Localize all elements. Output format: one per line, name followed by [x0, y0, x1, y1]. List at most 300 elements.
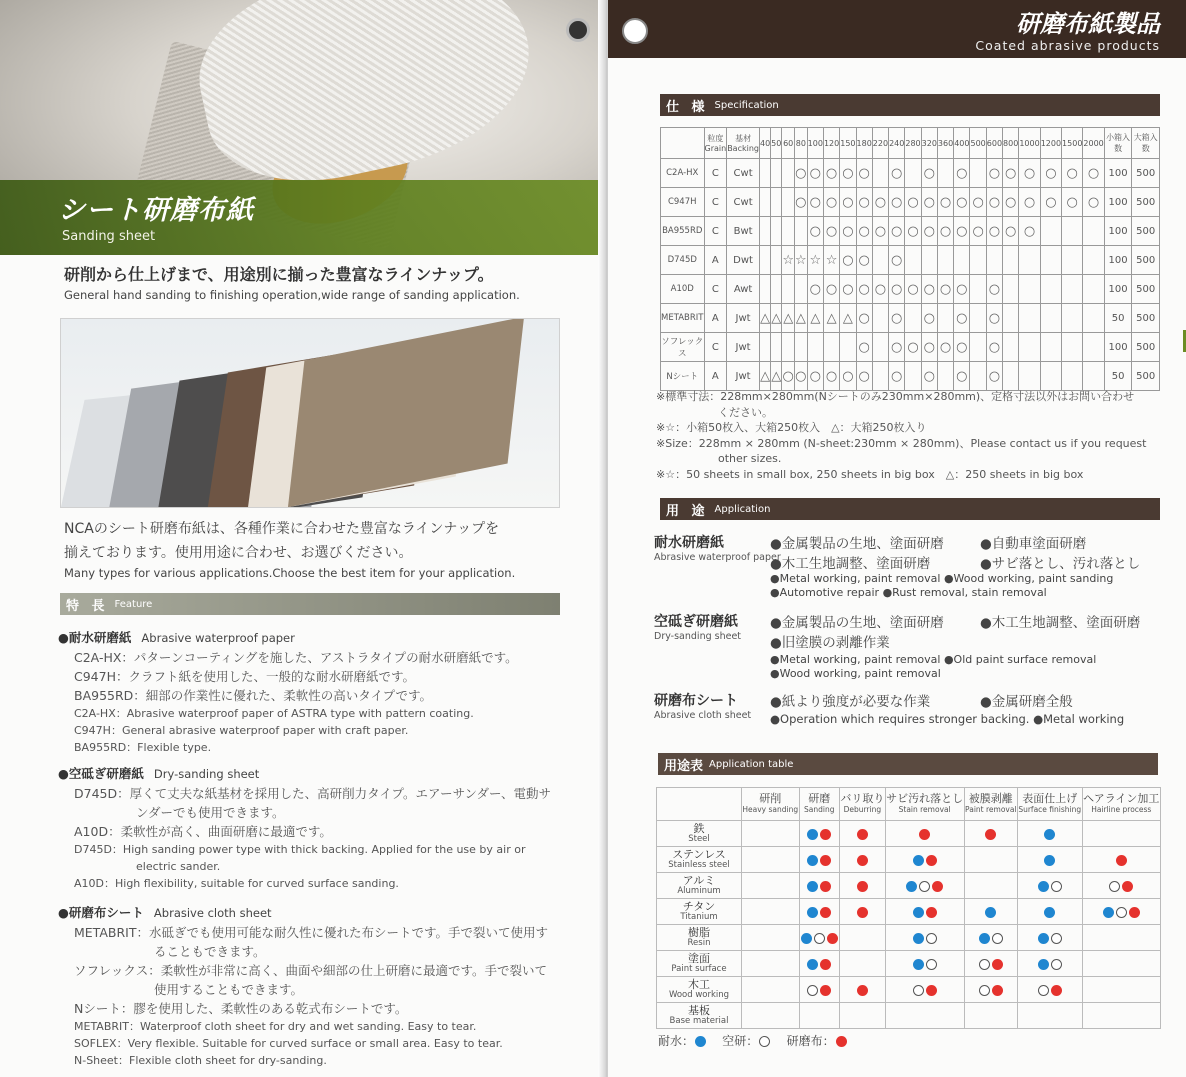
right-page: [608, 0, 1186, 1077]
material-jp: 基板: [688, 1003, 710, 1017]
grit-availability: [782, 275, 795, 304]
suitability-cell: [840, 899, 886, 925]
grit-availability: ○: [872, 275, 888, 304]
note-line: ください。: [718, 405, 773, 419]
grit-availability: ○: [986, 217, 1002, 246]
grit-availability: ○: [807, 159, 823, 188]
white-dot-icon: [1116, 907, 1127, 918]
material-en: Steel: [688, 833, 710, 844]
grit-availability: ○: [795, 362, 808, 391]
grit-availability: ○: [823, 159, 839, 188]
red-dot-icon: [857, 855, 868, 866]
grit-availability: △: [807, 304, 823, 333]
blue-dot-icon: [695, 1036, 706, 1047]
grit-availability: ○: [856, 275, 872, 304]
grit-availability: ○: [795, 159, 808, 188]
white-dot-icon: [926, 959, 937, 970]
suitability-cell: [742, 951, 800, 977]
grit-availability: ○: [1062, 188, 1083, 217]
feature-section-bar: [60, 593, 560, 615]
grit-availability: ○: [905, 275, 921, 304]
backing-type: Jwt: [727, 333, 760, 362]
grit-availability: ○: [807, 188, 823, 217]
apptable-row: [657, 925, 1161, 951]
grit-availability: [905, 159, 921, 188]
material-en: Titanium: [680, 911, 718, 922]
grit-availability: [970, 275, 986, 304]
material-cell: [657, 925, 742, 951]
grit-header: 280: [905, 128, 921, 159]
grit-availability: [937, 304, 953, 333]
section-title-jp: 用途表: [664, 758, 704, 774]
blue-dot-icon: [1038, 933, 1049, 944]
feature-text: C2A-HX：パターンコーティングを施した、アストラタイプの耐水研磨紙です。: [74, 650, 518, 665]
grit-header: 400: [954, 128, 970, 159]
grit-header: 1200: [1040, 128, 1061, 159]
small-box-count: 100: [1104, 246, 1132, 275]
apptable-col-header: [1017, 788, 1082, 821]
grit-availability: ○: [937, 275, 953, 304]
grit-availability: [1019, 275, 1040, 304]
grit-header: 500: [970, 128, 986, 159]
grit-availability: ○: [782, 362, 795, 391]
red-dot-icon: [820, 881, 831, 892]
col-label-en: Paint removal: [965, 805, 1017, 814]
right-subtitle: Coated abrasive products: [975, 38, 1160, 53]
grit-availability: ○: [823, 188, 839, 217]
grit-availability: ○: [889, 159, 905, 188]
grain-type: A: [704, 362, 727, 391]
red-dot-icon: [985, 829, 996, 840]
red-dot-icon: [827, 933, 838, 944]
legend-dry-label: 空研：: [722, 1034, 759, 1048]
grit-availability: [1003, 246, 1019, 275]
feature-text: Nシート：膠を使用した、柔軟性のある乾式布シートです。: [74, 1001, 408, 1016]
grit-availability: [1019, 333, 1040, 362]
grit-availability: [905, 362, 921, 391]
apptable-row: [657, 1003, 1161, 1029]
grit-availability: [782, 188, 795, 217]
col-label-en: Deburring: [843, 805, 882, 814]
grit-availability: ○: [823, 217, 839, 246]
grit-availability: [986, 246, 1002, 275]
grit-availability: △: [771, 362, 782, 391]
grit-availability: [771, 188, 782, 217]
grit-availability: ○: [954, 362, 970, 391]
white-dot-icon: [926, 933, 937, 944]
grit-header: 2000: [1083, 128, 1104, 159]
application-table: [656, 787, 1161, 1029]
section-title-en: Application table: [709, 758, 794, 770]
grit-availability: ○: [921, 304, 937, 333]
grit-availability: [771, 275, 782, 304]
sheet-image: [288, 318, 524, 507]
blue-dot-icon: [1044, 907, 1055, 918]
material-jp: チタン: [682, 899, 716, 913]
suitability-cell: [885, 1003, 964, 1029]
grit-availability: [1019, 304, 1040, 333]
suitability-cell: [742, 1003, 800, 1029]
col-label-jp: バリ取り: [840, 792, 885, 805]
grit-availability: [872, 362, 888, 391]
intro-line: 揃えております。使用用途に合わせ、お選びください。: [64, 545, 413, 561]
white-dot-icon: [1051, 881, 1062, 892]
red-dot-icon: [820, 907, 831, 918]
spec-notes: [656, 389, 1146, 482]
suitability-cell: [742, 821, 800, 847]
suitability-cell: [742, 873, 800, 899]
grit-availability: ○: [970, 188, 986, 217]
big-box-count: 500: [1132, 246, 1160, 275]
feature-text-en: BA955RD：Flexible type.: [74, 741, 212, 754]
grit-availability: [1062, 362, 1083, 391]
grit-availability: ○: [889, 188, 905, 217]
grit-availability: ○: [872, 217, 888, 246]
grit-availability: ○: [840, 217, 856, 246]
grit-availability: ○: [889, 333, 905, 362]
product-name: ソフレックス: [661, 333, 705, 362]
grit-availability: △: [840, 304, 856, 333]
right-header: [608, 0, 1186, 58]
grit-availability: [771, 159, 782, 188]
red-dot-icon: [926, 855, 937, 866]
grit-availability: ○: [937, 188, 953, 217]
grit-availability: [872, 333, 888, 362]
application-dry: [654, 611, 1141, 680]
blue-dot-icon: [913, 933, 924, 944]
grit-availability: [872, 246, 888, 275]
application-name: 耐水研磨紙: [654, 535, 724, 551]
apptable-col-header: [840, 788, 886, 821]
blue-dot-icon: [807, 855, 818, 866]
white-dot-icon: [913, 985, 924, 996]
red-dot-icon: [820, 829, 831, 840]
grit-availability: [970, 333, 986, 362]
col-label-jp: 被膜剥離: [968, 792, 1013, 805]
grit-availability: ○: [889, 275, 905, 304]
backing-header-en: Backing: [727, 144, 759, 153]
suitability-cell: [742, 847, 800, 873]
red-dot-icon: [992, 959, 1003, 970]
application-item-en: ●Automotive repair ●Rust removal, stain removal: [770, 586, 1047, 599]
grit-availability: ○: [921, 333, 937, 362]
blue-dot-icon: [985, 907, 996, 918]
grit-availability: [759, 246, 770, 275]
product-name: BA955RD: [661, 217, 705, 246]
grit-availability: [954, 246, 970, 275]
suitability-cell: [964, 1003, 1017, 1029]
product-name: C947H: [661, 188, 705, 217]
suitability-cell: [742, 899, 800, 925]
application-section-bar: [660, 498, 1160, 520]
spec-table: [660, 127, 1160, 391]
grit-availability: [759, 333, 770, 362]
application-item: ●自動車塗面研磨: [980, 536, 1087, 552]
page-title: シート研磨布紙: [58, 195, 254, 226]
red-dot-icon: [820, 959, 831, 970]
grit-availability: ○: [905, 217, 921, 246]
blue-dot-icon: [801, 933, 812, 944]
lead-text-jp: 研削から仕上げまで、用途別に揃った豊富なラインナップ。: [64, 265, 494, 284]
grain-type: C: [704, 333, 727, 362]
suitability-cell: [1017, 951, 1082, 977]
suitability-cell: [1082, 977, 1160, 1003]
grit-header: 180: [856, 128, 872, 159]
application-item: ●旧塗膜の剥離作業: [770, 635, 890, 651]
grit-availability: [905, 304, 921, 333]
grit-availability: ○: [807, 275, 823, 304]
product-name: D745D: [661, 246, 705, 275]
legend-cloth-label: 研磨布：: [786, 1034, 835, 1048]
white-dot-icon: [1109, 881, 1120, 892]
grit-availability: [1062, 246, 1083, 275]
suitability-cell: [840, 873, 886, 899]
feature-group-cloth: [58, 903, 558, 1069]
grit-availability: [1040, 333, 1061, 362]
grit-availability: ○: [840, 188, 856, 217]
grit-availability: ○: [807, 362, 823, 391]
application-item-en: ●Wood working, paint removal: [770, 667, 941, 680]
suitability-cell: [742, 925, 800, 951]
material-cell: [657, 977, 742, 1003]
feature-text-en: D745D：High sanding power type with thick backing. Applied for the use by air or electric sander.: [74, 843, 526, 873]
application-waterproof: [654, 532, 1141, 599]
suitability-cell: [1017, 873, 1082, 899]
grit-header: 800: [1003, 128, 1019, 159]
backing-type: Awt: [727, 275, 760, 304]
grit-header: 80: [795, 128, 808, 159]
apptable-row: [657, 847, 1161, 873]
section-title-en: Feature: [114, 598, 153, 610]
grit-availability: ○: [1040, 188, 1061, 217]
grit-availability: ○: [856, 333, 872, 362]
backing-type: Jwt: [727, 304, 760, 333]
grit-availability: ○: [986, 333, 1002, 362]
apptable-corner: [657, 788, 742, 821]
col-label-en: Sanding: [804, 805, 835, 814]
feature-text-en: SOFLEX：Very flexible. Suitable for curved surface or small area. Easy to tear.: [74, 1037, 503, 1050]
application-name: 研磨布シート: [654, 693, 738, 709]
suitability-cell: [840, 925, 886, 951]
grit-availability: ○: [921, 275, 937, 304]
suitability-cell: [840, 847, 886, 873]
blue-dot-icon: [1038, 881, 1049, 892]
col-label-jp: ヘアライン加工: [1083, 792, 1160, 805]
apptable-col-header: [885, 788, 964, 821]
backing-type: Dwt: [727, 246, 760, 275]
grit-availability: △: [759, 304, 770, 333]
material-en: Wood working: [668, 989, 730, 1000]
suitability-cell: [1017, 977, 1082, 1003]
grit-availability: ○: [1003, 217, 1019, 246]
group-title-en: Abrasive waterproof paper: [141, 631, 295, 645]
suitability-cell: [964, 873, 1017, 899]
application-name-en: Dry-sanding sheet: [654, 631, 742, 642]
suitability-cell: [964, 899, 1017, 925]
grit-availability: [771, 217, 782, 246]
grit-availability: [1062, 333, 1083, 362]
spec-header-row: [661, 128, 1160, 159]
grit-availability: [872, 304, 888, 333]
suitability-cell: [1082, 899, 1160, 925]
grit-header: 150: [840, 128, 856, 159]
col-label-en: Heavy sanding: [742, 805, 799, 814]
suitability-cell: [840, 977, 886, 1003]
apptable-row: [657, 821, 1161, 847]
red-dot-icon: [857, 985, 868, 996]
grit-availability: [1003, 362, 1019, 391]
grain-type: A: [704, 304, 727, 333]
backing-type: Cwt: [727, 159, 760, 188]
grit-availability: [782, 217, 795, 246]
feature-text: ソフレックス：柔軟性が非常に高く、曲面や細部の仕上研磨に最適です。手で裂いて使用することもできます。: [74, 963, 548, 997]
suitability-cell: [885, 951, 964, 977]
material-cell: [657, 951, 742, 977]
grit-availability: [905, 246, 921, 275]
grit-availability: [1003, 333, 1019, 362]
apptable-legend: [658, 1032, 848, 1049]
material-cell: [657, 821, 742, 847]
grit-availability: [759, 275, 770, 304]
section-title-en: Application: [714, 503, 771, 515]
feature-text-en: C2A-HX：Abrasive waterproof paper of ASTRA type with pattern coating.: [74, 707, 474, 720]
material-cell: [657, 873, 742, 899]
suitability-cell: [964, 951, 1017, 977]
grit-header: 60: [782, 128, 795, 159]
grit-availability: ○: [954, 188, 970, 217]
feature-text: C947H：クラフト紙を使用した、一般的な耐水研磨紙です。: [74, 669, 415, 684]
col-label-en: Hairline process: [1091, 805, 1152, 814]
grit-availability: ☆: [782, 246, 795, 275]
grit-availability: ○: [954, 159, 970, 188]
feature-text: D745D：厚くて丈夫な紙基材を採用した、高研削力タイプ。エアーサンダー、電動サンダーでも使用できます。: [74, 786, 551, 820]
spec-row: [661, 275, 1160, 304]
apptable-row: [657, 899, 1161, 925]
white-dot-icon: [979, 985, 990, 996]
big-box-count: 500: [1132, 275, 1160, 304]
application-name: 空砥ぎ研磨紙: [654, 614, 738, 630]
grit-availability: [1083, 217, 1104, 246]
application-item: ●紙より強度が必要な作業: [770, 694, 931, 710]
big-box-count: 500: [1132, 188, 1160, 217]
group-title: ●耐水研磨紙: [58, 630, 132, 645]
grit-availability: ○: [856, 217, 872, 246]
grit-availability: △: [759, 362, 770, 391]
grit-availability: △: [823, 304, 839, 333]
suitability-cell: [799, 1003, 840, 1029]
grit-availability: [1019, 362, 1040, 391]
small-box-count: 100: [1104, 333, 1132, 362]
white-dot-icon: [919, 881, 930, 892]
white-dot-icon: [814, 933, 825, 944]
blue-dot-icon: [913, 959, 924, 970]
grit-availability: [937, 159, 953, 188]
white-dot-icon: [807, 985, 818, 996]
grit-header: 320: [921, 128, 937, 159]
product-header: [661, 128, 705, 159]
col-label-jp: 研削: [759, 792, 782, 805]
section-title-en: Specification: [714, 99, 779, 111]
sheets-photo: [60, 318, 560, 508]
application-item-en: ●Metal working, paint removal ●Old paint surface removal: [770, 653, 1097, 666]
application-item: ●金属研磨全般: [980, 694, 1073, 710]
spec-row: [661, 333, 1160, 362]
grit-availability: [1083, 333, 1104, 362]
grit-availability: [1019, 246, 1040, 275]
application-item: ●木工生地調整、塗面研磨: [980, 615, 1141, 631]
grit-header: 50: [771, 128, 782, 159]
suitability-cell: [964, 847, 1017, 873]
white-dot-icon: [759, 1036, 770, 1047]
material-en: Paint surface: [671, 963, 727, 974]
feature-text-en: METABRIT：Waterproof cloth sheet for dry and wet sanding. Easy to tear.: [74, 1020, 477, 1033]
spec-row: [661, 217, 1160, 246]
grit-availability: ○: [889, 362, 905, 391]
red-dot-icon: [820, 985, 831, 996]
material-cell: [657, 1003, 742, 1029]
suitability-cell: [885, 899, 964, 925]
application-item: ●木工生地調整、塗面研磨: [770, 556, 931, 572]
blue-dot-icon: [1038, 959, 1049, 970]
suitability-cell: [1017, 925, 1082, 951]
col-label-en: Stain removal: [898, 805, 951, 814]
grit-availability: [937, 246, 953, 275]
group-title-en: Abrasive cloth sheet: [153, 906, 272, 920]
backing-header: [727, 128, 760, 159]
product-name: Nシート: [661, 362, 705, 391]
suitability-cell: [1082, 821, 1160, 847]
grit-availability: ○: [840, 159, 856, 188]
material-jp: 塗面: [688, 951, 710, 965]
intro-line: NCAのシート研磨布紙は、各種作業に合わせた豊富なラインナップを: [64, 521, 500, 537]
grit-availability: ☆: [807, 246, 823, 275]
suitability-cell: [964, 925, 1017, 951]
grit-availability: [771, 246, 782, 275]
feature-text: METABRIT：水砥ぎでも使用可能な耐久性に優れた布シートです。手で裂いて使用することもできます。: [74, 925, 548, 959]
section-title-jp: 仕 様: [666, 99, 709, 115]
backing-type: Jwt: [727, 362, 760, 391]
blue-dot-icon: [1103, 907, 1114, 918]
grit-availability: ○: [954, 217, 970, 246]
grit-availability: ○: [856, 362, 872, 391]
material-jp: 鉄: [693, 821, 705, 835]
red-dot-icon: [1051, 985, 1062, 996]
red-dot-icon: [926, 985, 937, 996]
grit-availability: ○: [921, 159, 937, 188]
apptable-col-header: [1082, 788, 1160, 821]
grit-availability: △: [795, 304, 808, 333]
grit-availability: [782, 333, 795, 362]
material-jp: アルミ: [682, 873, 716, 887]
grit-availability: [1083, 304, 1104, 333]
grit-availability: ○: [840, 275, 856, 304]
spec-section-bar: [660, 94, 1160, 116]
note-line: ※標準寸法：228mm×280mm(Nシートのみ230mm×280mm)、定格寸法以外はお問い合わせ: [656, 390, 1135, 403]
suitability-cell: [885, 821, 964, 847]
grit-availability: [1083, 246, 1104, 275]
grit-availability: ○: [889, 217, 905, 246]
small-box-count: 100: [1104, 217, 1132, 246]
grit-availability: [795, 333, 808, 362]
grit-availability: [1062, 275, 1083, 304]
grit-availability: ○: [970, 217, 986, 246]
grit-availability: △: [782, 304, 795, 333]
grit-availability: ○: [937, 333, 953, 362]
section-title-jp: 用 途: [666, 503, 709, 519]
application-item-en: ●Metal working, paint removal ●Wood working, paint sanding: [770, 572, 1114, 585]
grit-availability: [807, 333, 823, 362]
grit-availability: [795, 217, 808, 246]
